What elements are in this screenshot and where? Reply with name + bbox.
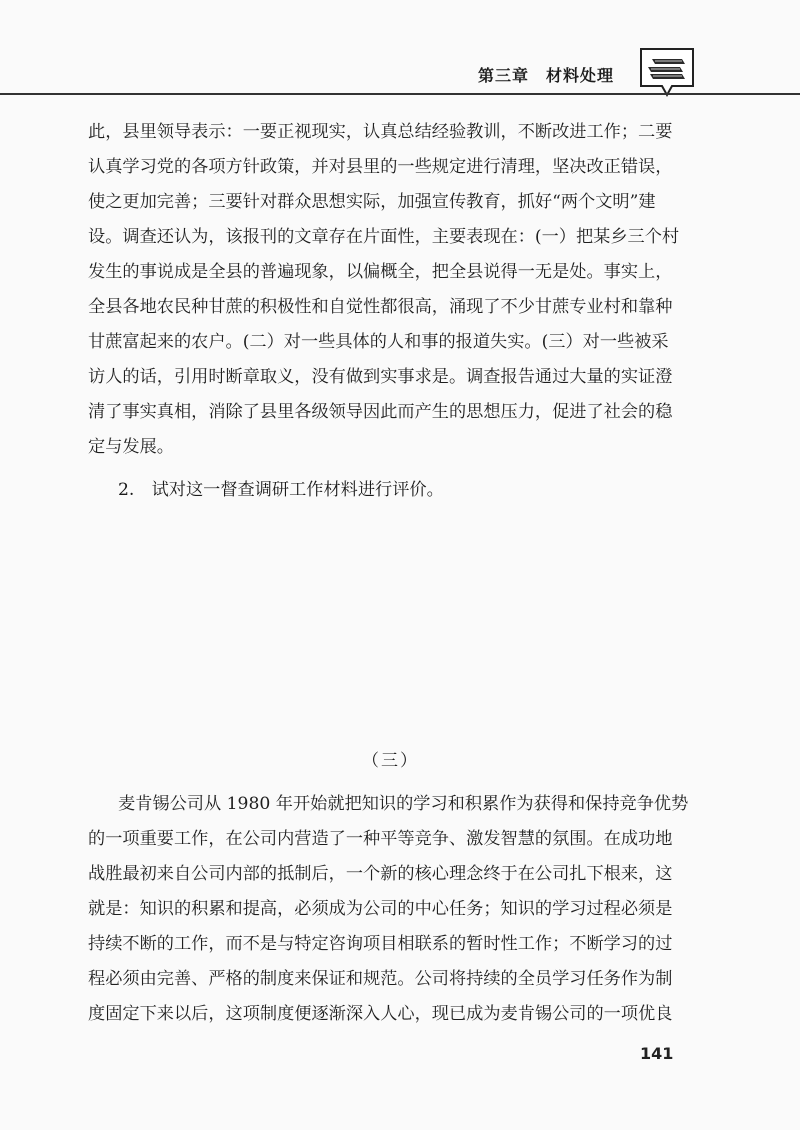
paragraph-line: 度固定下来以后，这项制度便逐渐深入人心，现已成为麦肯锡公司的一项优良 — [88, 1004, 673, 1024]
paragraph-line: 战胜最初来自公司内部的抵制后，一个新的核心理念终于在公司扎下根来，这 — [88, 864, 673, 884]
paragraph-line: 麦肯锡公司从 1980 年开始就把知识的学习和积累作为获得和保持竞争优势 — [118, 794, 689, 814]
paragraph-line: 甘蔗富起来的农户。(二）对一些具体的人和事的报道失实。(三）对一些被采 — [88, 332, 669, 352]
paragraph-line: 发生的事说成是全县的普遍现象，以偏概全，把全县说得一无是处。事实上， — [88, 262, 673, 282]
paragraph-line: 全县各地农民种甘蔗的积极性和自觉性都很高，涌现了不少甘蔗专业村和靠种 — [88, 297, 673, 317]
chapter-title: 第三章 材料处理 — [478, 66, 615, 85]
paragraph-line: 持续不断的工作，而不是与特定咨询项目相联系的暂时性工作；不断学习的过 — [88, 934, 673, 954]
section-heading: （三） — [362, 751, 419, 771]
paragraph-line: 使之更加完善；三要针对群众思想实际，加强宣传教育，抓好“两个文明”建 — [88, 192, 656, 212]
paragraph-line: 就是：知识的积累和提高，必须成为公司的中心任务；知识的学习过程必须是 — [88, 899, 673, 919]
paragraph-line: 程必须由完善、严格的制度来保证和规范。公司将持续的全员学习任务作为制 — [88, 969, 673, 989]
page-number: 141 — [640, 1044, 674, 1063]
paragraph-line: 的一项重要工作，在公司内营造了一种平等竞争、激发智慧的氛围。在成功地 — [88, 829, 673, 849]
paragraph-line: 认真学习党的各项方针政策，并对县里的一些规定进行清理，坚决改正错误， — [88, 157, 673, 177]
header-rule — [0, 93, 800, 95]
paragraph-line: 定与发展。 — [88, 437, 174, 457]
question-2: 2. 试对这一督查调研工作材料进行评价。 — [118, 480, 444, 500]
paragraph-line: 设。调查还认为，该报刊的文章存在片面性，主要表现在：(一）把某乡三个村 — [88, 227, 680, 247]
paragraph-line: 清了事实真相，消除了县里各级领导因此而产生的思想压力，促进了社会的稳 — [88, 402, 673, 422]
book-stack-icon — [638, 46, 696, 98]
paragraph-line: 此，县里领导表示：一要正视现实，认真总结经验教训，不断改进工作；二要 — [88, 122, 673, 142]
paragraph-line: 访人的话，引用时断章取义，没有做到实事求是。调查报告通过大量的实证澄 — [88, 367, 673, 387]
